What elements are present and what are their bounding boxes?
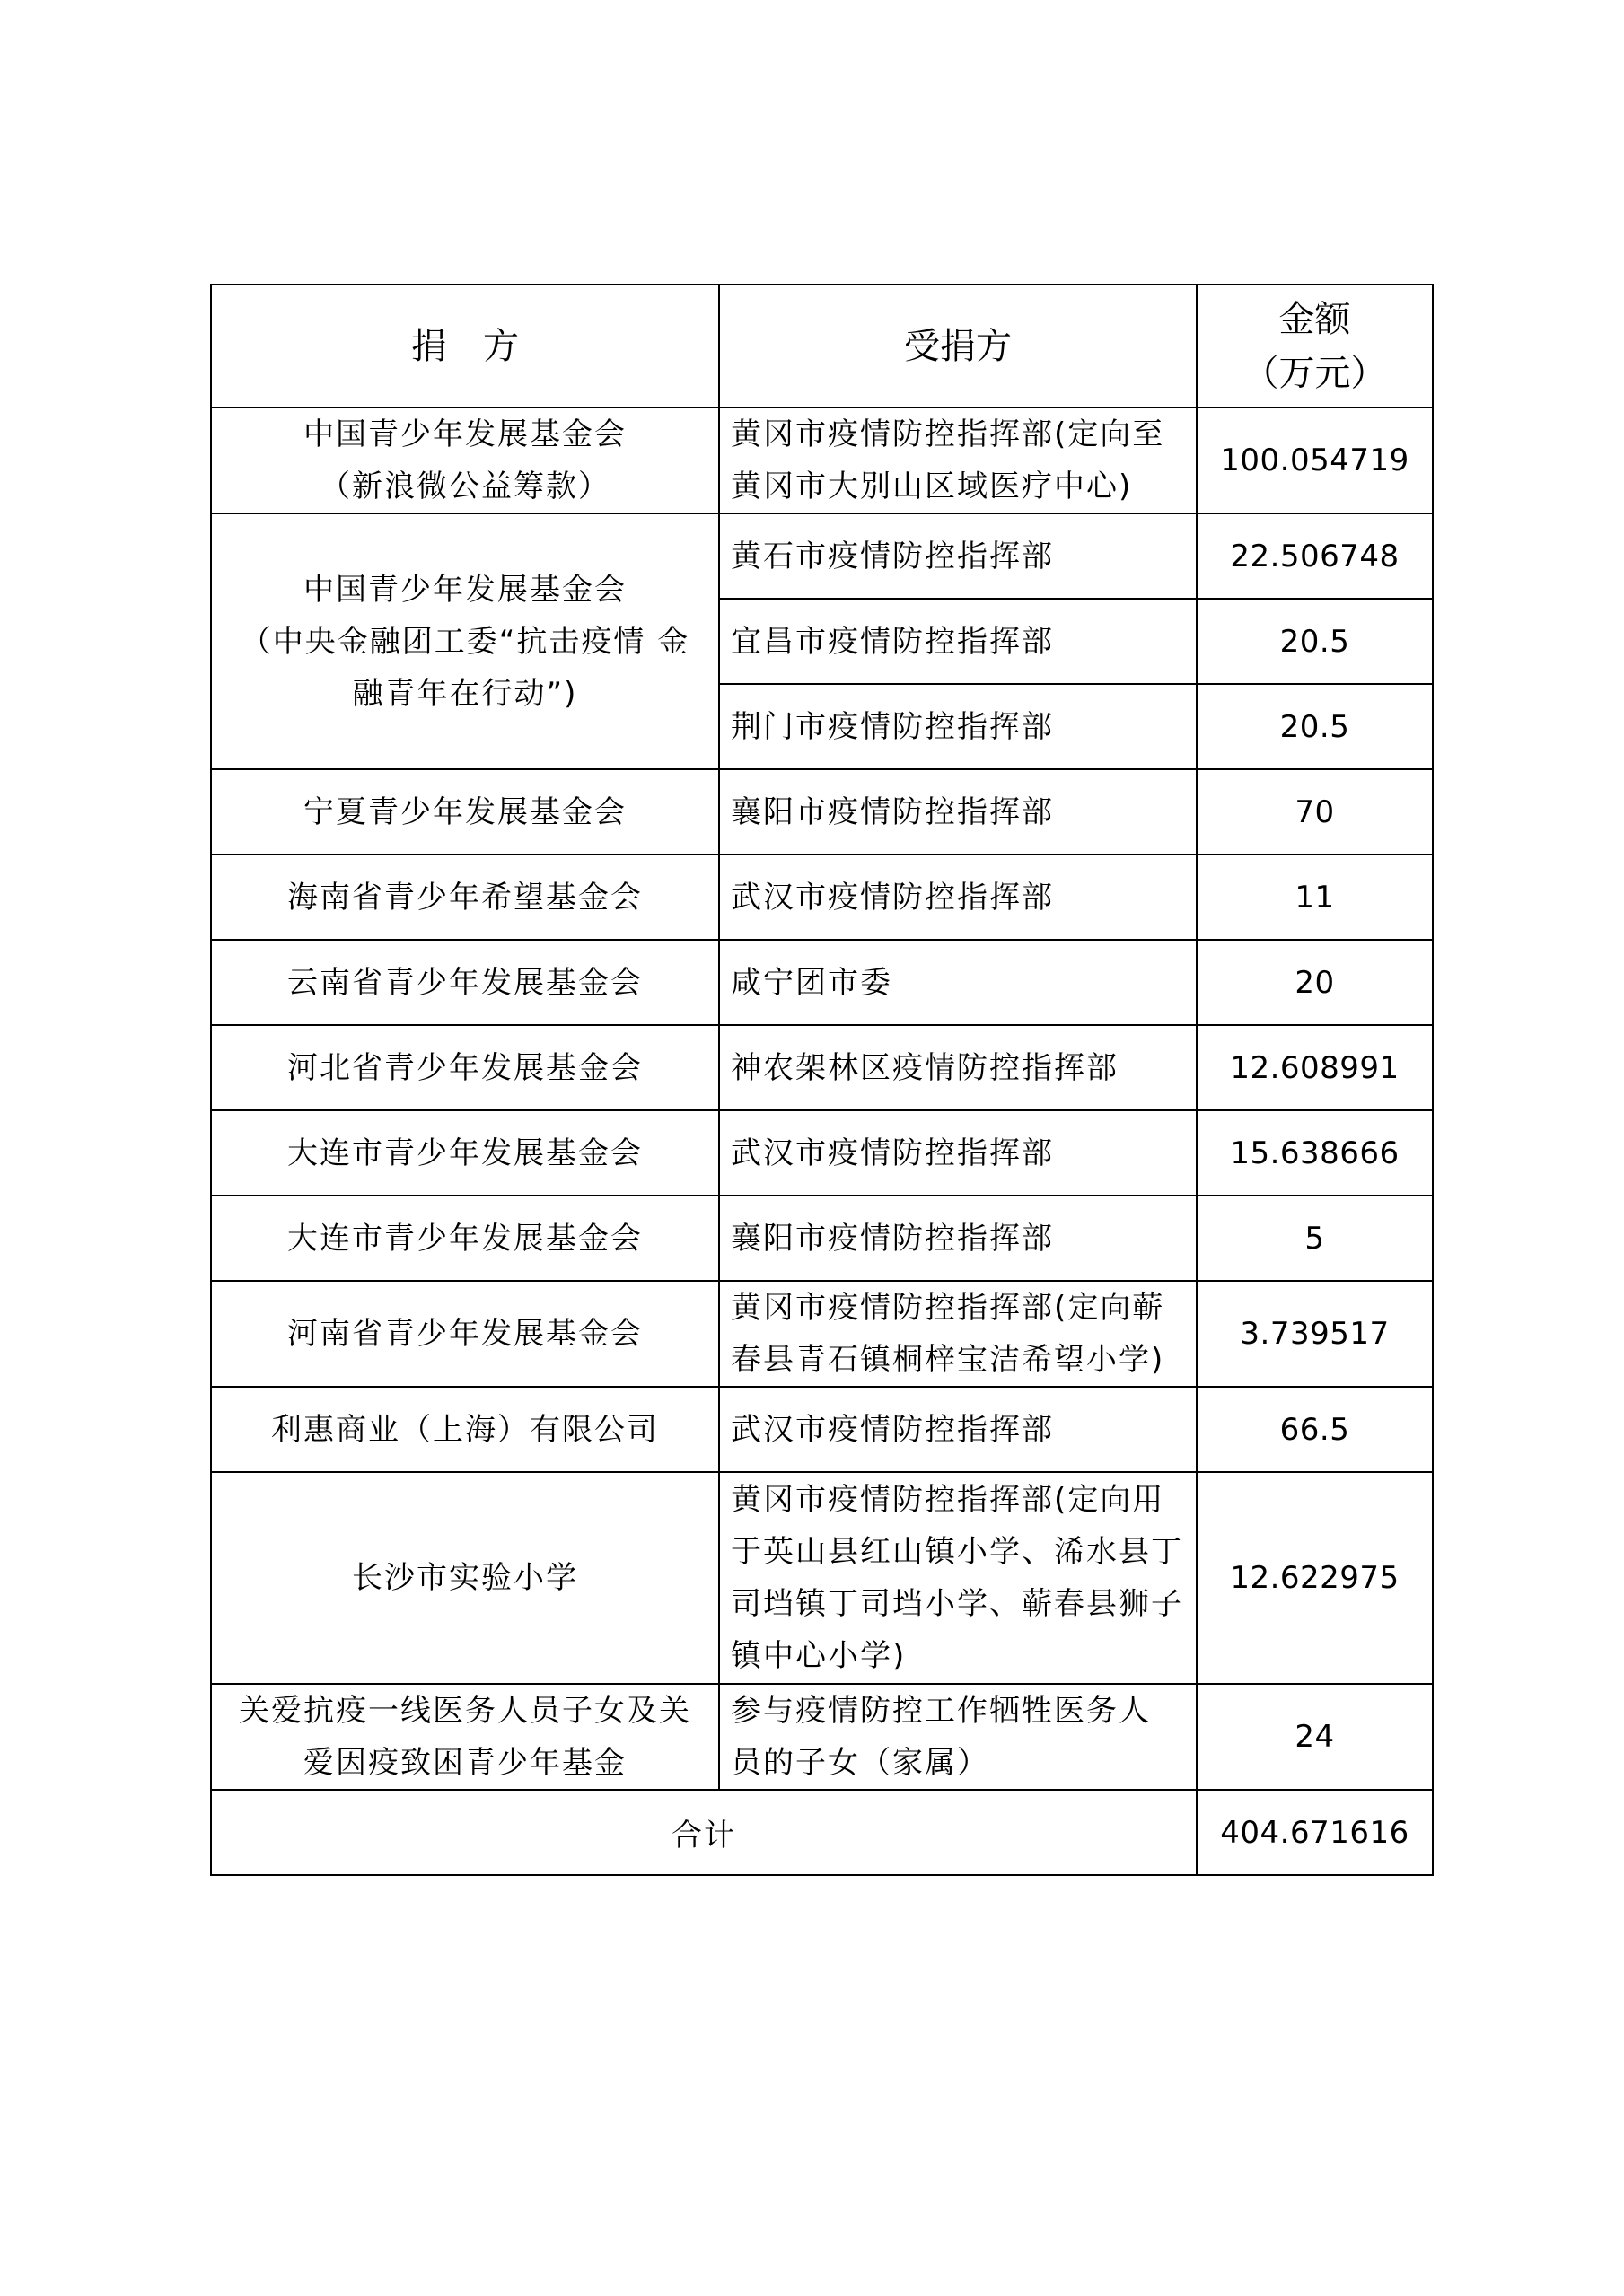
donor-cell: 长沙市实验小学	[211, 1472, 719, 1684]
donor-line: 融青年在行动”)	[352, 675, 578, 712]
recipient-cell: 神农架林区疫情防控指挥部	[719, 1025, 1197, 1110]
donor-line: （新浪微公益筹款）	[320, 469, 610, 504]
recipient-cell	[719, 1684, 1197, 1790]
amount-cell: 15.638666	[1197, 1110, 1433, 1196]
header-donor: 捐 方	[211, 285, 719, 407]
amount-cell: 20.5	[1197, 599, 1433, 684]
amount-cell: 22.506748	[1197, 513, 1433, 599]
amount-cell: 12.622975	[1197, 1472, 1433, 1684]
recipient-line: 春县青石镇桐梓宝洁希望小学)	[731, 1342, 1165, 1378]
amount-cell: 12.608991	[1197, 1025, 1433, 1110]
amount-cell: 20.5	[1197, 684, 1433, 769]
header-amount-unit: （万元）	[1242, 352, 1387, 394]
donation-table	[210, 284, 1434, 1876]
table-row	[211, 769, 1433, 854]
amount-cell: 3.739517	[1197, 1281, 1433, 1387]
recipient-line: 司垱镇丁司垱小学、蕲春县狮子	[731, 1586, 1183, 1622]
recipient-line: 黄冈市大别山区域医疗中心)	[731, 469, 1133, 504]
table-row	[211, 407, 1433, 513]
recipient-line: 员的子女（家属）	[731, 1745, 989, 1781]
donor-line: 关爱抗疫一线医务人员子女及关	[239, 1693, 691, 1729]
donor-cell: 海南省青少年希望基金会	[211, 854, 719, 940]
donor-cell: 大连市青少年发展基金会	[211, 1110, 719, 1196]
recipient-line: 于英山县红山镇小学、浠水县丁	[731, 1534, 1183, 1570]
table-row	[211, 940, 1433, 1025]
recipient-cell	[719, 407, 1197, 513]
table-row	[211, 854, 1433, 940]
recipient-line: 黄冈市疫情防控指挥部(定向用	[731, 1482, 1165, 1518]
table-row	[211, 1110, 1433, 1196]
recipient-cell: 襄阳市疫情防控指挥部	[719, 769, 1197, 854]
donor-cell: 云南省青少年发展基金会	[211, 940, 719, 1025]
table-row	[211, 1281, 1433, 1387]
table-header-row	[211, 285, 1433, 407]
recipient-cell	[719, 1472, 1197, 1684]
donor-line: 中国青少年发展基金会	[303, 416, 627, 452]
recipient-cell: 荆门市疫情防控指挥部	[719, 684, 1197, 769]
header-amount-title: 金额	[1278, 298, 1351, 340]
total-label: 合计	[211, 1790, 1197, 1875]
donor-line: 中国青少年发展基金会	[303, 571, 627, 608]
total-row	[211, 1790, 1433, 1875]
amount-cell: 70	[1197, 769, 1433, 854]
donor-cell	[211, 407, 719, 513]
amount-cell: 24	[1197, 1684, 1433, 1790]
donor-cell: 利惠商业（上海）有限公司	[211, 1387, 719, 1472]
amount-cell: 100.054719	[1197, 407, 1433, 513]
donor-cell	[211, 513, 719, 769]
donor-line: 爱因疫致困青少年基金	[303, 1745, 627, 1781]
table-row	[211, 1387, 1433, 1472]
recipient-cell: 黄石市疫情防控指挥部	[719, 513, 1197, 599]
table-row	[211, 1684, 1433, 1790]
total-amount: 404.671616	[1197, 1790, 1433, 1875]
recipient-line: 镇中心小学)	[731, 1638, 907, 1674]
amount-cell: 11	[1197, 854, 1433, 940]
recipient-line: 黄冈市疫情防控指挥部(定向至	[731, 416, 1165, 452]
donor-cell: 河南省青少年发展基金会	[211, 1281, 719, 1387]
amount-cell: 66.5	[1197, 1387, 1433, 1472]
recipient-cell: 武汉市疫情防控指挥部	[719, 854, 1197, 940]
header-recipient: 受捐方	[719, 285, 1197, 407]
donor-cell: 宁夏青少年发展基金会	[211, 769, 719, 854]
header-amount	[1197, 285, 1433, 407]
donor-cell	[211, 1684, 719, 1790]
amount-cell: 5	[1197, 1196, 1433, 1281]
recipient-cell: 襄阳市疫情防控指挥部	[719, 1196, 1197, 1281]
table-row	[211, 1472, 1433, 1684]
amount-cell: 20	[1197, 940, 1433, 1025]
donor-line: （中央金融团工委“抗击疫情 金	[240, 623, 690, 660]
recipient-line: 参与疫情防控工作牺牲医务人	[731, 1693, 1151, 1729]
recipient-cell: 武汉市疫情防控指挥部	[719, 1387, 1197, 1472]
recipient-cell: 宜昌市疫情防控指挥部	[719, 599, 1197, 684]
recipient-cell	[719, 1281, 1197, 1387]
table-row	[211, 1196, 1433, 1281]
donor-cell: 大连市青少年发展基金会	[211, 1196, 719, 1281]
recipient-cell: 咸宁团市委	[719, 940, 1197, 1025]
table-row	[211, 1025, 1433, 1110]
recipient-cell: 武汉市疫情防控指挥部	[719, 1110, 1197, 1196]
donor-cell: 河北省青少年发展基金会	[211, 1025, 719, 1110]
table-row	[211, 513, 1433, 599]
recipient-line: 黄冈市疫情防控指挥部(定向蕲	[731, 1290, 1165, 1326]
